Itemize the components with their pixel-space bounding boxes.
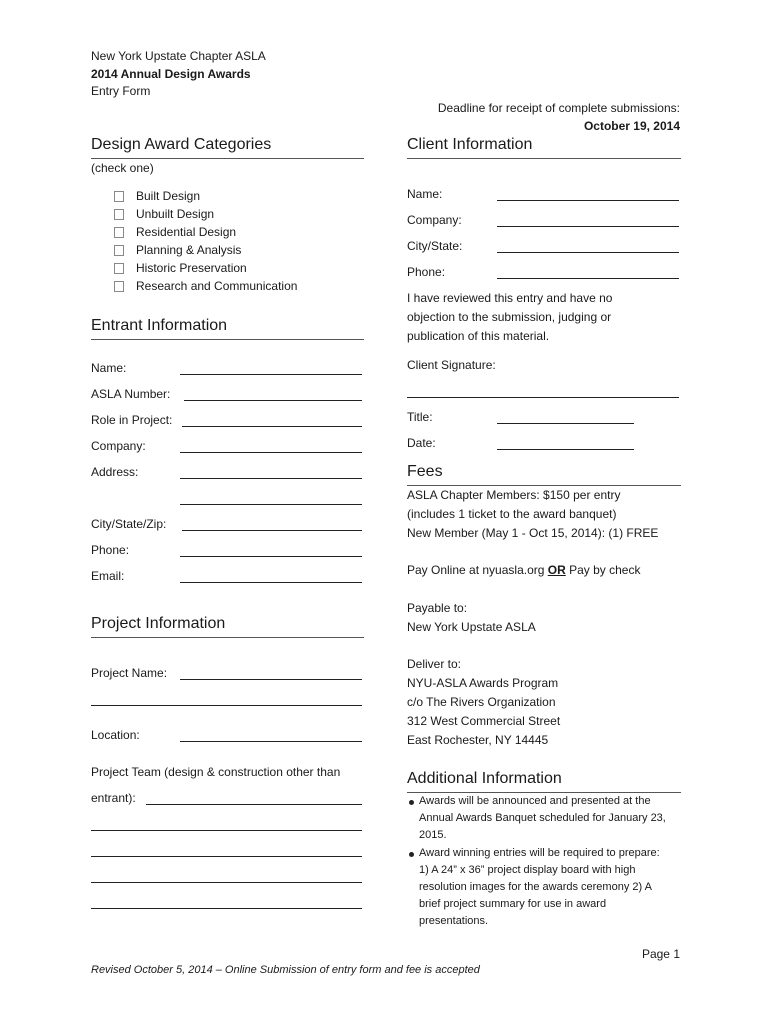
project-divider	[91, 637, 364, 638]
client-company-label: Company:	[407, 213, 462, 227]
entrant-name-label: Name:	[91, 361, 127, 375]
client-city-field[interactable]	[497, 252, 679, 253]
client-signature-field[interactable]	[407, 397, 679, 398]
category-label: Unbuilt Design	[136, 207, 215, 221]
entrant-asla-number-label: ASLA Number:	[91, 387, 171, 401]
client-statement: I have reviewed this entry and have no	[407, 291, 613, 305]
client-signature-label: Client Signature:	[407, 358, 496, 372]
entrant-company-field[interactable]	[180, 452, 362, 453]
entrant-address-label: Address:	[91, 465, 139, 479]
project-team-field-line3[interactable]	[91, 856, 362, 857]
category-label: Built Design	[136, 189, 201, 203]
client-divider	[407, 158, 681, 159]
additional-text: brief project summary for use in award	[419, 898, 607, 910]
entrant-name-field[interactable]	[180, 374, 362, 375]
project-name-field[interactable]	[180, 679, 362, 680]
categories-heading: Design Award Categories	[91, 136, 272, 153]
additional-text: Award winning entries will be required to prepare:	[419, 847, 660, 859]
entrant-asla-number-field[interactable]	[184, 400, 362, 401]
checkbox-built-design[interactable]	[114, 191, 124, 202]
project-team-field-line4[interactable]	[91, 882, 362, 883]
deliver-line: 312 West Commercial Street	[407, 714, 561, 728]
additional-divider	[407, 792, 681, 793]
pay-line	[407, 563, 640, 577]
org-name: New York Upstate Chapter ASLA	[91, 49, 266, 63]
pay-or: OR	[547, 563, 566, 577]
entrant-city-field[interactable]	[182, 530, 362, 531]
form-subtitle: Entry Form	[91, 84, 151, 98]
entrant-heading: Entrant Information	[91, 317, 228, 334]
client-name-label: Name:	[407, 187, 443, 201]
checkbox-residential-design[interactable]	[114, 227, 124, 238]
deadline-label: Deadline for receipt of complete submissions:	[437, 101, 680, 115]
deadline-date: October 19, 2014	[583, 119, 680, 133]
categories-divider	[91, 158, 364, 159]
pay-suffix: Pay by check	[565, 563, 641, 577]
client-title-field[interactable]	[497, 423, 634, 424]
entrant-phone-label: Phone:	[91, 543, 130, 557]
form-title: 2014 Annual Design Awards	[91, 67, 251, 81]
fees-heading: Fees	[407, 463, 443, 480]
project-heading: Project Information	[91, 615, 226, 632]
entrant-divider	[91, 339, 364, 340]
additional-text: Annual Awards Banquet scheduled for January 23,	[419, 812, 666, 824]
client-statement: publication of this material.	[407, 329, 550, 343]
fee-line: (includes 1 ticket to the award banquet)	[407, 507, 617, 521]
entrant-phone-field[interactable]	[180, 556, 362, 557]
project-team-label-cont: entrant):	[91, 791, 136, 805]
entrant-address-field-line2[interactable]	[180, 504, 362, 505]
additional-text: 2015.	[419, 829, 447, 841]
additional-heading: Additional Information	[407, 770, 562, 787]
client-date-field[interactable]	[497, 449, 634, 450]
entrant-email-label: Email:	[91, 569, 125, 583]
entrant-city-label: City/State/Zip:	[91, 517, 167, 531]
project-team-label: Project Team (design & construction other than	[91, 765, 341, 779]
client-phone-field[interactable]	[497, 278, 679, 279]
checkbox-planning-analysis[interactable]	[114, 245, 124, 256]
client-name-field[interactable]	[497, 200, 679, 201]
project-team-field-line5[interactable]	[91, 908, 362, 909]
client-title-label: Title:	[407, 410, 433, 424]
project-location-label: Location:	[91, 728, 140, 742]
payable-to: New York Upstate ASLA	[407, 620, 536, 634]
client-phone-label: Phone:	[407, 265, 446, 279]
fees-divider	[407, 485, 681, 486]
category-label: Research and Communication	[136, 279, 298, 293]
deliver-line: c/o The Rivers Organization	[407, 695, 556, 709]
additional-text: 1) A 24” x 36” project display board with high	[419, 864, 636, 876]
category-label: Historic Preservation	[136, 261, 247, 275]
checkbox-research-communication[interactable]	[114, 281, 124, 292]
pay-prefix: Pay Online at nyuasla.org	[407, 563, 548, 577]
entrant-role-label: Role in Project:	[91, 413, 173, 427]
client-city-label: City/State:	[407, 239, 463, 253]
additional-text: resolution images for the awards ceremony 2) A	[419, 881, 652, 893]
checkbox-unbuilt-design[interactable]	[114, 209, 124, 220]
client-date-label: Date:	[407, 436, 436, 450]
fee-line: ASLA Chapter Members: $150 per entry	[407, 488, 621, 502]
additional-text: presentations.	[419, 915, 489, 927]
project-location-field[interactable]	[180, 741, 362, 742]
project-team-field[interactable]	[146, 804, 362, 805]
entrant-address-field[interactable]	[180, 478, 362, 479]
project-name-field-line2[interactable]	[91, 705, 362, 706]
entrant-email-field[interactable]	[180, 582, 362, 583]
bullet-icon	[409, 800, 414, 805]
deliver-label: Deliver to:	[407, 657, 462, 671]
client-heading: Client Information	[407, 136, 533, 153]
fee-line: New Member (May 1 - Oct 15, 2014): (1) FREE	[407, 526, 659, 540]
checkbox-historic-preservation[interactable]	[114, 263, 124, 274]
deliver-line: East Rochester, NY 14445	[407, 733, 549, 747]
client-statement: objection to the submission, judging or	[407, 310, 612, 324]
entrant-role-field[interactable]	[182, 426, 362, 427]
categories-note: (check one)	[91, 161, 154, 175]
payable-label: Payable to:	[407, 601, 468, 615]
project-team-field-line2[interactable]	[91, 830, 362, 831]
category-label: Planning & Analysis	[136, 243, 242, 257]
bullet-icon	[409, 852, 414, 857]
client-company-field[interactable]	[497, 226, 679, 227]
project-name-label: Project Name:	[91, 666, 168, 680]
page-number: Page 1	[641, 947, 680, 961]
additional-text: Awards will be announced and presented at the	[419, 795, 651, 807]
deliver-line: NYU-ASLA Awards Program	[407, 676, 559, 690]
entrant-company-label: Company:	[91, 439, 146, 453]
revision-note: Revised October 5, 2014 – Online Submission of entry form and fee is accepted	[91, 964, 480, 976]
category-label: Residential Design	[136, 225, 237, 239]
